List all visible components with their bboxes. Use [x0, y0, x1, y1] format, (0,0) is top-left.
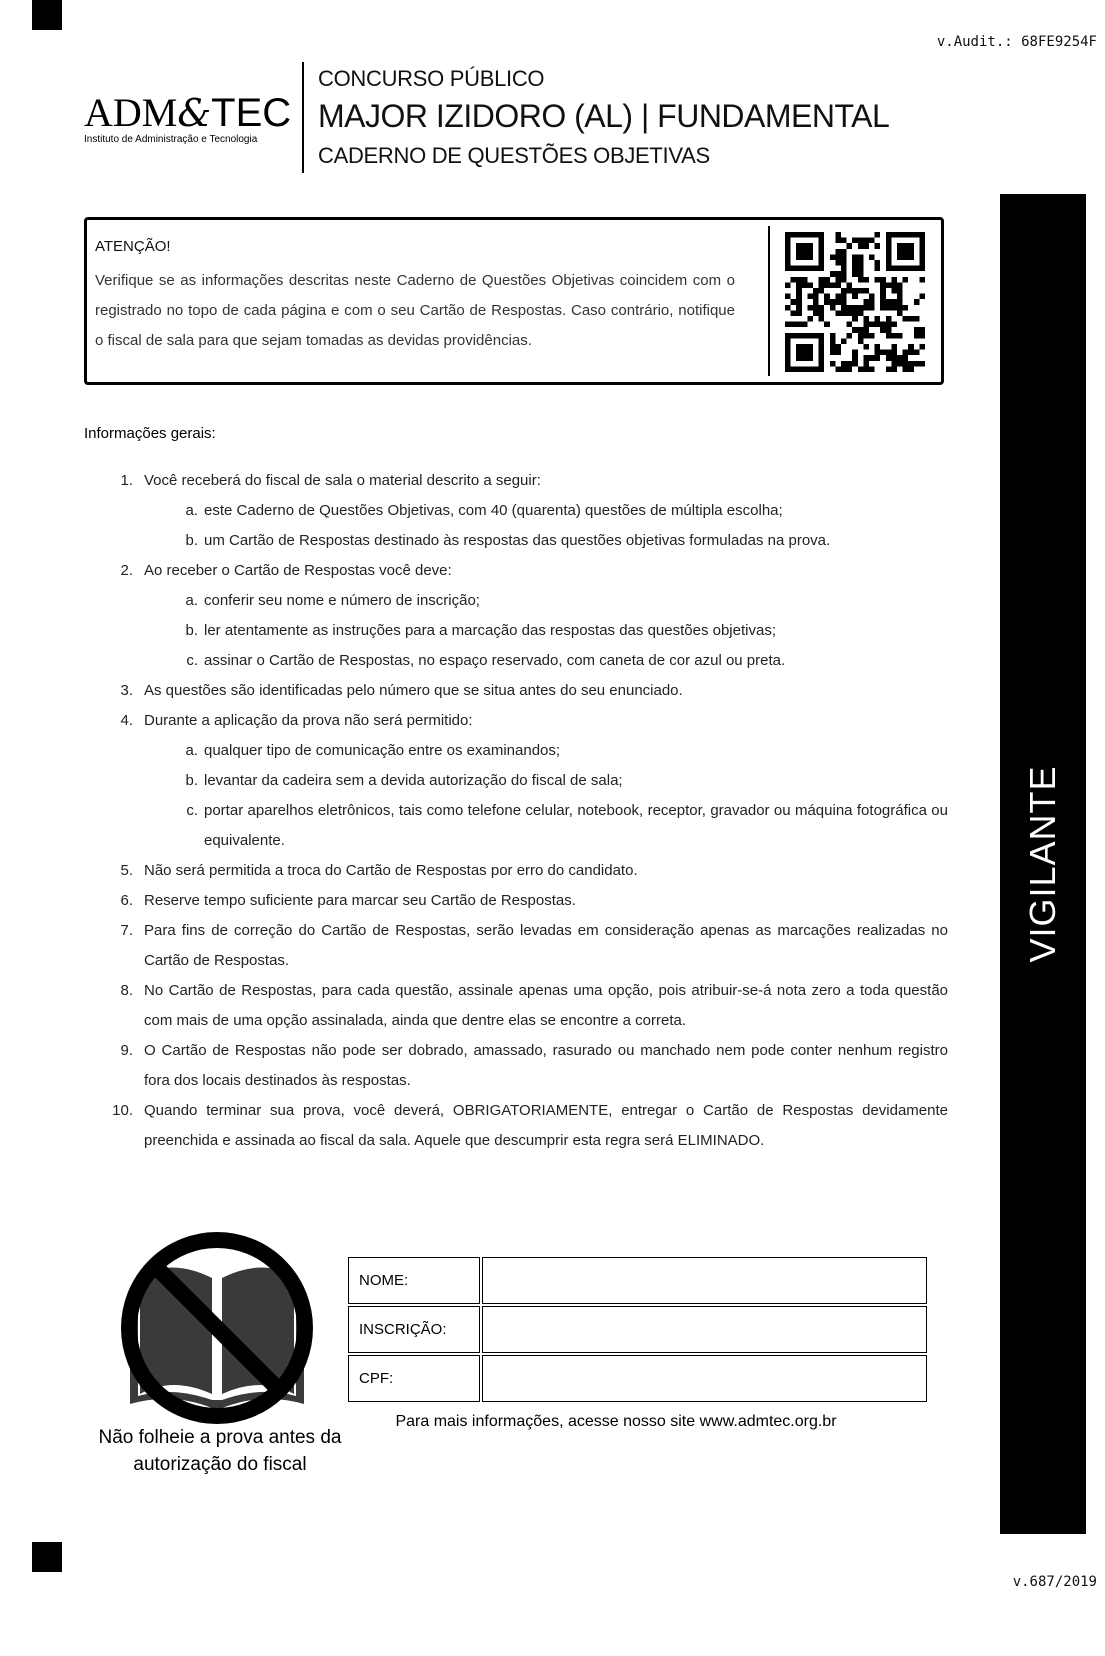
info-subitem — [108, 766, 948, 796]
info-item-number: 2. — [120, 562, 133, 579]
info-subitem-text: portar aparelhos eletrônicos, tais como telefone celular, notebook, receptor, gravador ou máquina fotográfica ou equivalente. — [204, 802, 948, 849]
vigilante-label: VIGILANTE — [1022, 765, 1063, 963]
audit-code: v.Audit.: 68FE9254F — [936, 34, 1097, 50]
candidate-form — [346, 1255, 929, 1404]
info-subitem-letter: b. — [185, 622, 198, 639]
attention-text: Verifique se as informações descritas neste Caderno de Questões Objetivas coincidem com o registrado no topo de cada página e com o seu Cartão de Respostas. Caso contrário, notifique o fiscal de sala para que sejam tomadas as devidas providências. — [95, 272, 735, 349]
header-title: MAJOR IZIDORO (AL) | FUNDAMENTAL — [318, 98, 890, 134]
qr-divider — [768, 226, 770, 376]
info-subitem — [108, 646, 948, 676]
info-item — [108, 916, 948, 976]
info-item-text: As questões são identificadas pelo número que se situa antes do seu enunciado. — [144, 682, 683, 699]
cpf-label: CPF: — [348, 1355, 480, 1402]
logo-wordmark — [84, 90, 292, 135]
logo-swash: & — [177, 91, 212, 135]
info-subitem-letter: b. — [185, 772, 198, 789]
info-item — [108, 1096, 948, 1156]
header-subtitle: CADERNO DE QUESTÕES OBJETIVAS — [318, 143, 710, 168]
info-item — [108, 706, 948, 736]
form-row-nome — [348, 1257, 927, 1304]
info-item — [108, 466, 948, 496]
info-item — [108, 556, 948, 586]
info-subitem-letter: c. — [186, 802, 198, 819]
info-item-number: 9. — [120, 1042, 133, 1059]
info-item-text: Você receberá do fiscal de sala o material descrito a seguir: — [144, 472, 541, 489]
info-item-number: 10. — [112, 1102, 133, 1119]
info-subitem — [108, 526, 948, 556]
attention-title: ATENÇÃO! — [95, 238, 171, 255]
no-read-line-2: autorização do fiscal — [133, 1454, 307, 1475]
nome-field[interactable] — [482, 1257, 927, 1304]
info-subitem-text: qualquer tipo de comunicação entre os examinandos; — [204, 742, 561, 759]
info-subitem-letter: b. — [185, 532, 198, 549]
admtec-logo — [84, 90, 292, 153]
info-subitem — [108, 586, 948, 616]
info-item-text: No Cartão de Respostas, para cada questão, assinale apenas uma opção, pois atribuir-se-á nota zero a toda questão com mais de uma opção assinalada, ainda que dentre elas se encontre a correta. — [144, 982, 948, 1029]
info-item-number: 3. — [120, 682, 133, 699]
no-open-book-icon — [112, 1226, 322, 1426]
info-list — [108, 466, 948, 1156]
info-item-text: Para fins de correção do Cartão de Respostas, serão levadas em consideração apenas as marcações realizadas no Cartão de Respostas. — [144, 922, 948, 969]
info-item-number: 1. — [120, 472, 133, 489]
info-item-number: 7. — [120, 922, 133, 939]
qr-code-icon — [785, 232, 925, 372]
version-code: v.687/2019 — [1012, 1574, 1097, 1590]
logo-tec: TEC — [211, 91, 292, 135]
info-subitem-text: ler atentamente as instruções para a marcação das respostas das questões objetivas; — [204, 622, 776, 639]
info-title: Informações gerais: — [84, 425, 216, 442]
info-item-number: 4. — [120, 712, 133, 729]
no-read-line-1: Não folheie a prova antes da — [98, 1427, 342, 1448]
info-item-text: Reserve tempo suficiente para marcar seu Cartão de Respostas. — [144, 892, 576, 909]
form-row-inscricao — [348, 1306, 927, 1353]
form-row-cpf — [348, 1355, 927, 1402]
info-item-number: 5. — [120, 862, 133, 879]
info-subitem-letter: a. — [185, 502, 198, 519]
info-item — [108, 1036, 948, 1096]
info-subitem — [108, 796, 948, 856]
registration-mark-top — [32, 0, 62, 30]
info-subitem-letter: a. — [185, 592, 198, 609]
info-item-text: Não será permitida a troca do Cartão de Respostas por erro do candidato. — [144, 862, 638, 879]
no-read-notice — [95, 1424, 345, 1478]
info-subitem-text: assinar o Cartão de Respostas, no espaço reservado, com caneta de cor azul ou preta. — [204, 652, 786, 669]
info-subitem-text: conferir seu nome e número de inscrição; — [204, 592, 480, 609]
info-subitem — [108, 736, 948, 766]
logo-subtitle: Instituto de Administração e Tecnologia — [84, 134, 258, 145]
info-item — [108, 976, 948, 1036]
info-subitem-text: este Caderno de Questões Objetivas, com 40 (quarenta) questões de múltipla escolha; — [204, 502, 783, 519]
info-item-text: O Cartão de Respostas não pode ser dobrado, amassado, rasurado ou manchado nem pode conter nenhum registro fora dos locais destinados às respostas. — [144, 1042, 948, 1089]
info-item — [108, 856, 948, 886]
info-subitem — [108, 496, 948, 526]
info-item — [108, 886, 948, 916]
nome-label: NOME: — [348, 1257, 480, 1304]
info-item — [108, 676, 948, 706]
info-subitem-letter: a. — [185, 742, 198, 759]
header-divider — [302, 62, 304, 173]
info-subitem-text: levantar da cadeira sem a devida autorização do fiscal de sala; — [204, 772, 623, 789]
info-item-number: 6. — [120, 892, 133, 909]
info-item-text: Quando terminar sua prova, você deverá, OBRIGATORIAMENTE, entregar o Cartão de Respostas devidamente preenchida e assinada ao fiscal da sala. Aquele que descumprir esta regra será ELIMINADO. — [144, 1102, 948, 1149]
info-subitem-letter: c. — [186, 652, 198, 669]
header-contest: CONCURSO PÚBLICO — [318, 66, 545, 91]
info-subitem — [108, 616, 948, 646]
info-item-number: 8. — [120, 982, 133, 999]
more-info-text: Para mais informações, acesse nosso site www.admtec.org.br — [395, 1413, 837, 1430]
inscricao-field[interactable] — [482, 1306, 927, 1353]
registration-mark-bottom — [32, 1542, 62, 1572]
logo-adm: ADM — [84, 90, 178, 135]
info-item-text: Durante a aplicação da prova não será permitido: — [144, 712, 473, 729]
info-item-text: Ao receber o Cartão de Respostas você deve: — [144, 562, 452, 579]
info-subitem-text: um Cartão de Respostas destinado às respostas das questões objetivas formuladas na prova. — [204, 532, 831, 549]
cpf-field[interactable] — [482, 1355, 927, 1402]
inscricao-label: INSCRIÇÃO: — [348, 1306, 480, 1353]
